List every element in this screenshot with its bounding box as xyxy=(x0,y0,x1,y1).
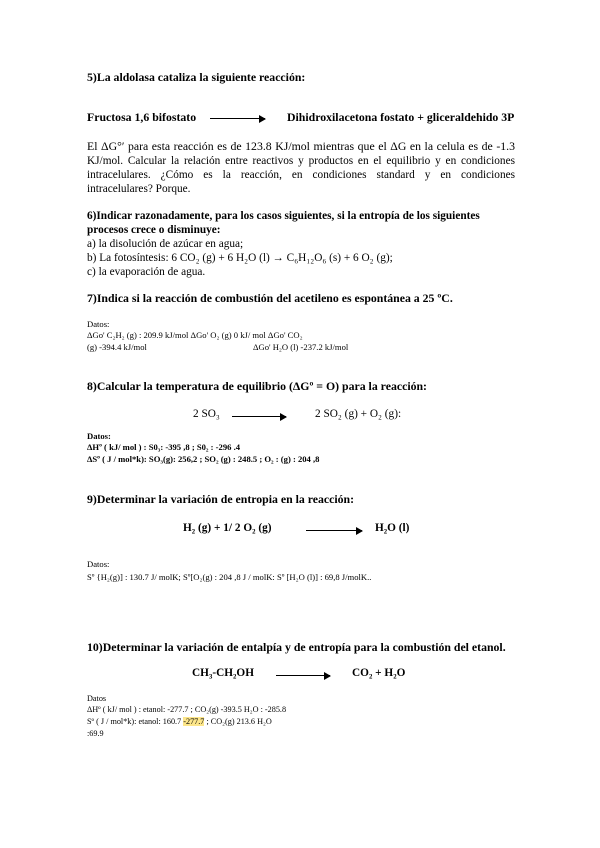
q5-line3: intracelulares. ¿Cómo es la reacción, en condiciones standard y en condiciones xyxy=(87,169,515,181)
q10-entropy-data xyxy=(87,717,272,726)
q6-item-c: c) la evaporación de agua. xyxy=(87,266,206,278)
q5-line4: intracelulares? Porque. xyxy=(87,183,191,195)
q7-datos-label: Datos: xyxy=(87,319,110,329)
q5-reactant: Fructosa 1,6 bifostato xyxy=(87,110,197,124)
q10-enthalpy-data: ΔHº ( kJ/ mol ) : etanol: -277.7 ; CO₂(g) -393.5 H₂O : -285.8 xyxy=(87,705,287,714)
q5-line1: El ΔG°′ para esta reacción es de 123.8 KJ/mol mientras que el ΔG en la celula es de -1.3 xyxy=(87,139,515,153)
q5-product: Dihidroxilacetona fostato + gliceraldehido 3P xyxy=(287,110,515,124)
q5-arrow-icon xyxy=(210,118,265,119)
q7-data-line2b: ΔGo' H₂O (l) -237.2 kJ/mol xyxy=(253,342,349,352)
q6-title-line1: 6)Indicar razonadamente, para los casos siguientes, si la entropía de los siguientes xyxy=(87,210,480,222)
q5-title: 5)La aldolasa cataliza la siguiente reacción: xyxy=(87,70,306,84)
q10-entropy-continuation: :69.9 xyxy=(87,729,104,738)
q6-title-line2: procesos crece o disminuye: xyxy=(87,224,221,236)
q8-arrow-icon xyxy=(232,416,286,417)
q8-product: 2 SO₂ (g) + O₂ (g): xyxy=(315,408,402,420)
q8-reactant: 2 SO₃ xyxy=(193,408,220,420)
q10-entropy-pre: Sº ( J / mol*k): etanol: 160.7 xyxy=(87,717,184,726)
q8-entropy-data: ΔSº ( J / mol*k): SO₃(g): 256,2 ; SO₂ (g) : 248.5 ; O₂ : (g) : 204 ,8 xyxy=(87,454,320,464)
q10-datos-label: Datos xyxy=(87,694,107,703)
q5-line2: KJ/mol. Calcular la relación entre reactivos y productos en el equilibrio y en condiciones xyxy=(87,155,515,167)
q9-arrow-icon xyxy=(306,530,362,531)
q7-data-line2a: (g) -394.4 kJ/mol xyxy=(87,342,147,352)
q10-entropy-post: ; CO₂(g) 213.6 H₂O xyxy=(204,717,272,726)
q9-entropy-data: Sº {H₂(g)] : 130.7 J/ molK; Sº[O₂(g) : 204 ,8 J / molK: Sº [H₂O (l)] : 69,8 J/molK.. xyxy=(87,572,372,582)
q7-title: 7)Indica si la reacción de combustión del acetileno es espontánea a 25 ºC. xyxy=(87,291,453,305)
q7-data-line1: ΔGo' C₂H₂ (g) : 209.9 kJ/mol ΔGo' O₂ (g) 0 kJ/ mol ΔGo' CO₂ xyxy=(87,330,303,340)
q6-item-b: b) La fotosíntesis: 6 CO₂ (g) + 6 H₂O (l) → C₆H₁₂O₆ (s) + 6 O₂ (g); xyxy=(87,252,393,264)
q9-datos-label: Datos: xyxy=(87,559,110,569)
q9-reactant: H₂ (g) + 1/ 2 O₂ (g) xyxy=(183,522,272,534)
q9-title: 9)Determinar la variación de entropia en la reacción: xyxy=(87,492,355,506)
q6-item-a: a) la disolución de azúcar en agua; xyxy=(87,238,244,250)
q10-reactant: CH₃-CH₂OH xyxy=(192,667,255,679)
q8-datos-label: Datos: xyxy=(87,431,111,441)
q8-enthalpy-data: ΔHº ( kJ/ mol ) : S0₃: -395 ,8 ; S0₂ : -296 .4 xyxy=(87,442,241,452)
q9-product: H₂O (l) xyxy=(375,522,410,534)
q8-title: 8)Calcular la temperatura de equilibrio (ΔGº = O) para la reacción: xyxy=(87,379,427,393)
q10-arrow-icon xyxy=(276,675,330,676)
q10-highlighted-value: -277.7 xyxy=(183,717,205,726)
q10-title: 10)Determinar la variación de entalpía y de entropía para la combustión del etanol. xyxy=(87,640,506,654)
q10-product: CO₂ + H₂O xyxy=(352,667,406,679)
